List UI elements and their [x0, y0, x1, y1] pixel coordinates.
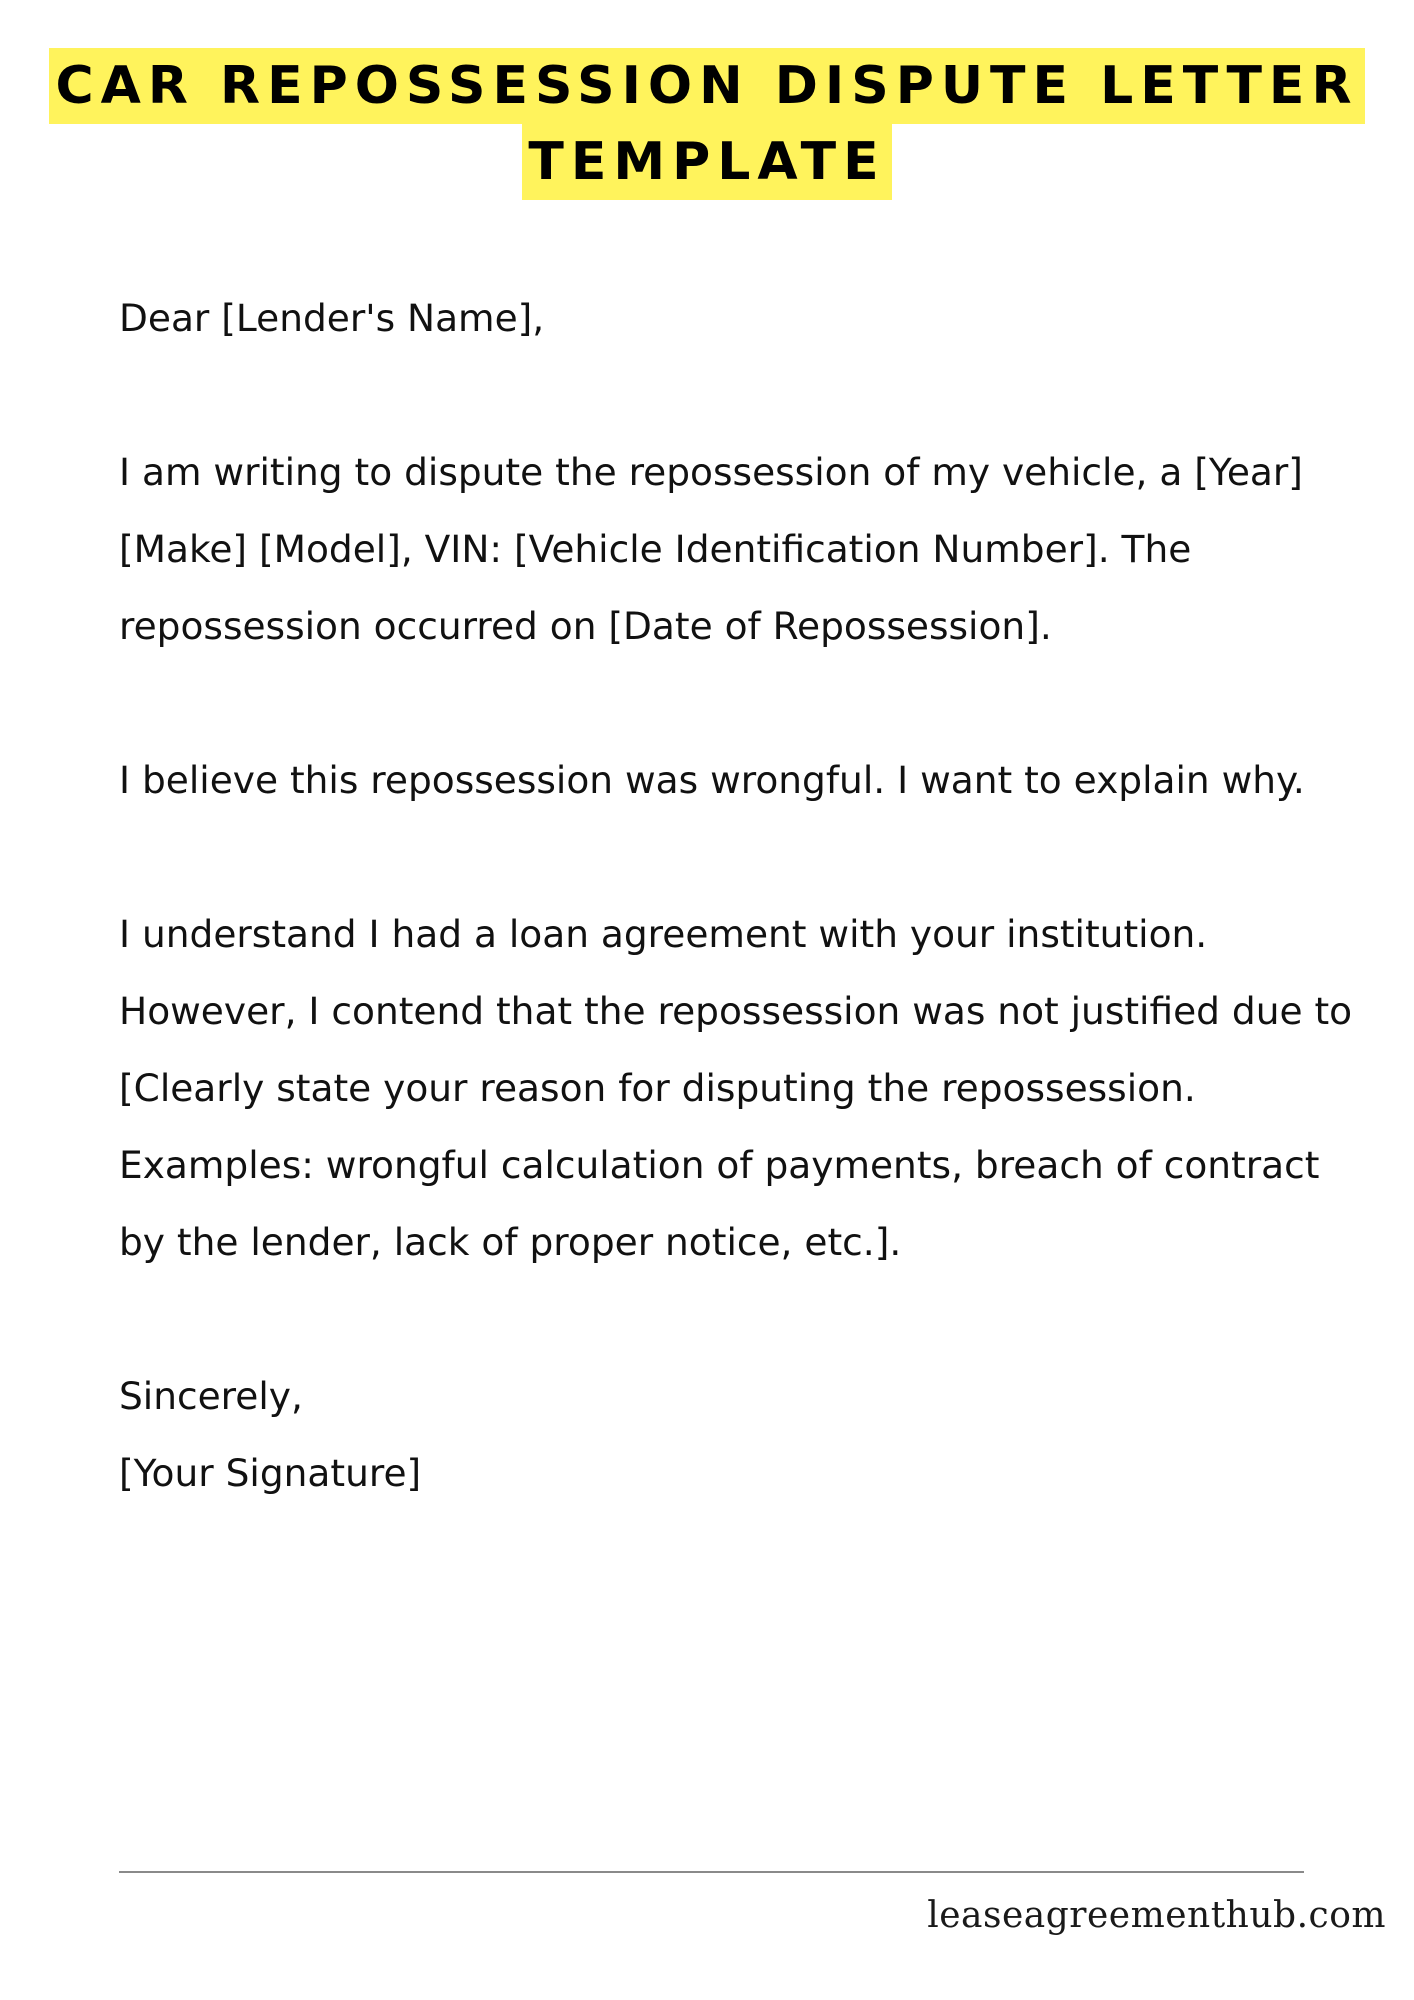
signature-placeholder: [Your Signature] [119, 1451, 422, 1495]
footer-website: leaseagreementhub.com [927, 1895, 1386, 1936]
footer-divider [119, 1871, 1304, 1873]
letter-body [119, 280, 1359, 1512]
title-line-1: CAR REPOSSESSION DISPUTE LETTER [49, 48, 1364, 124]
title-line-2: TEMPLATE [522, 124, 891, 200]
closing-text: Sincerely, [119, 1374, 303, 1418]
paragraph-vehicle-details: I am writing to dispute the repossession of my vehicle, a [Year] [Make] [Model], VIN: [Vehicle Identification Number]. The repossession occurred on [Date of Repossession]. [119, 450, 1303, 648]
document-title [0, 48, 1414, 200]
salutation: Dear [Lender's Name], [119, 296, 545, 340]
paragraph-dispute-reason: I understand I had a loan agreement with your institution. However, I contend that the repossession was not justified due to [Clearly state your reason for disputing the repossession. Examples: wrongful calculation of payments, breach of contract by the lender, lack of proper notice, etc.]. [119, 912, 1353, 1264]
paragraph-wrongful-claim: I believe this repossession was wrongful. I want to explain why. [119, 758, 1305, 802]
closing [119, 1358, 1359, 1512]
